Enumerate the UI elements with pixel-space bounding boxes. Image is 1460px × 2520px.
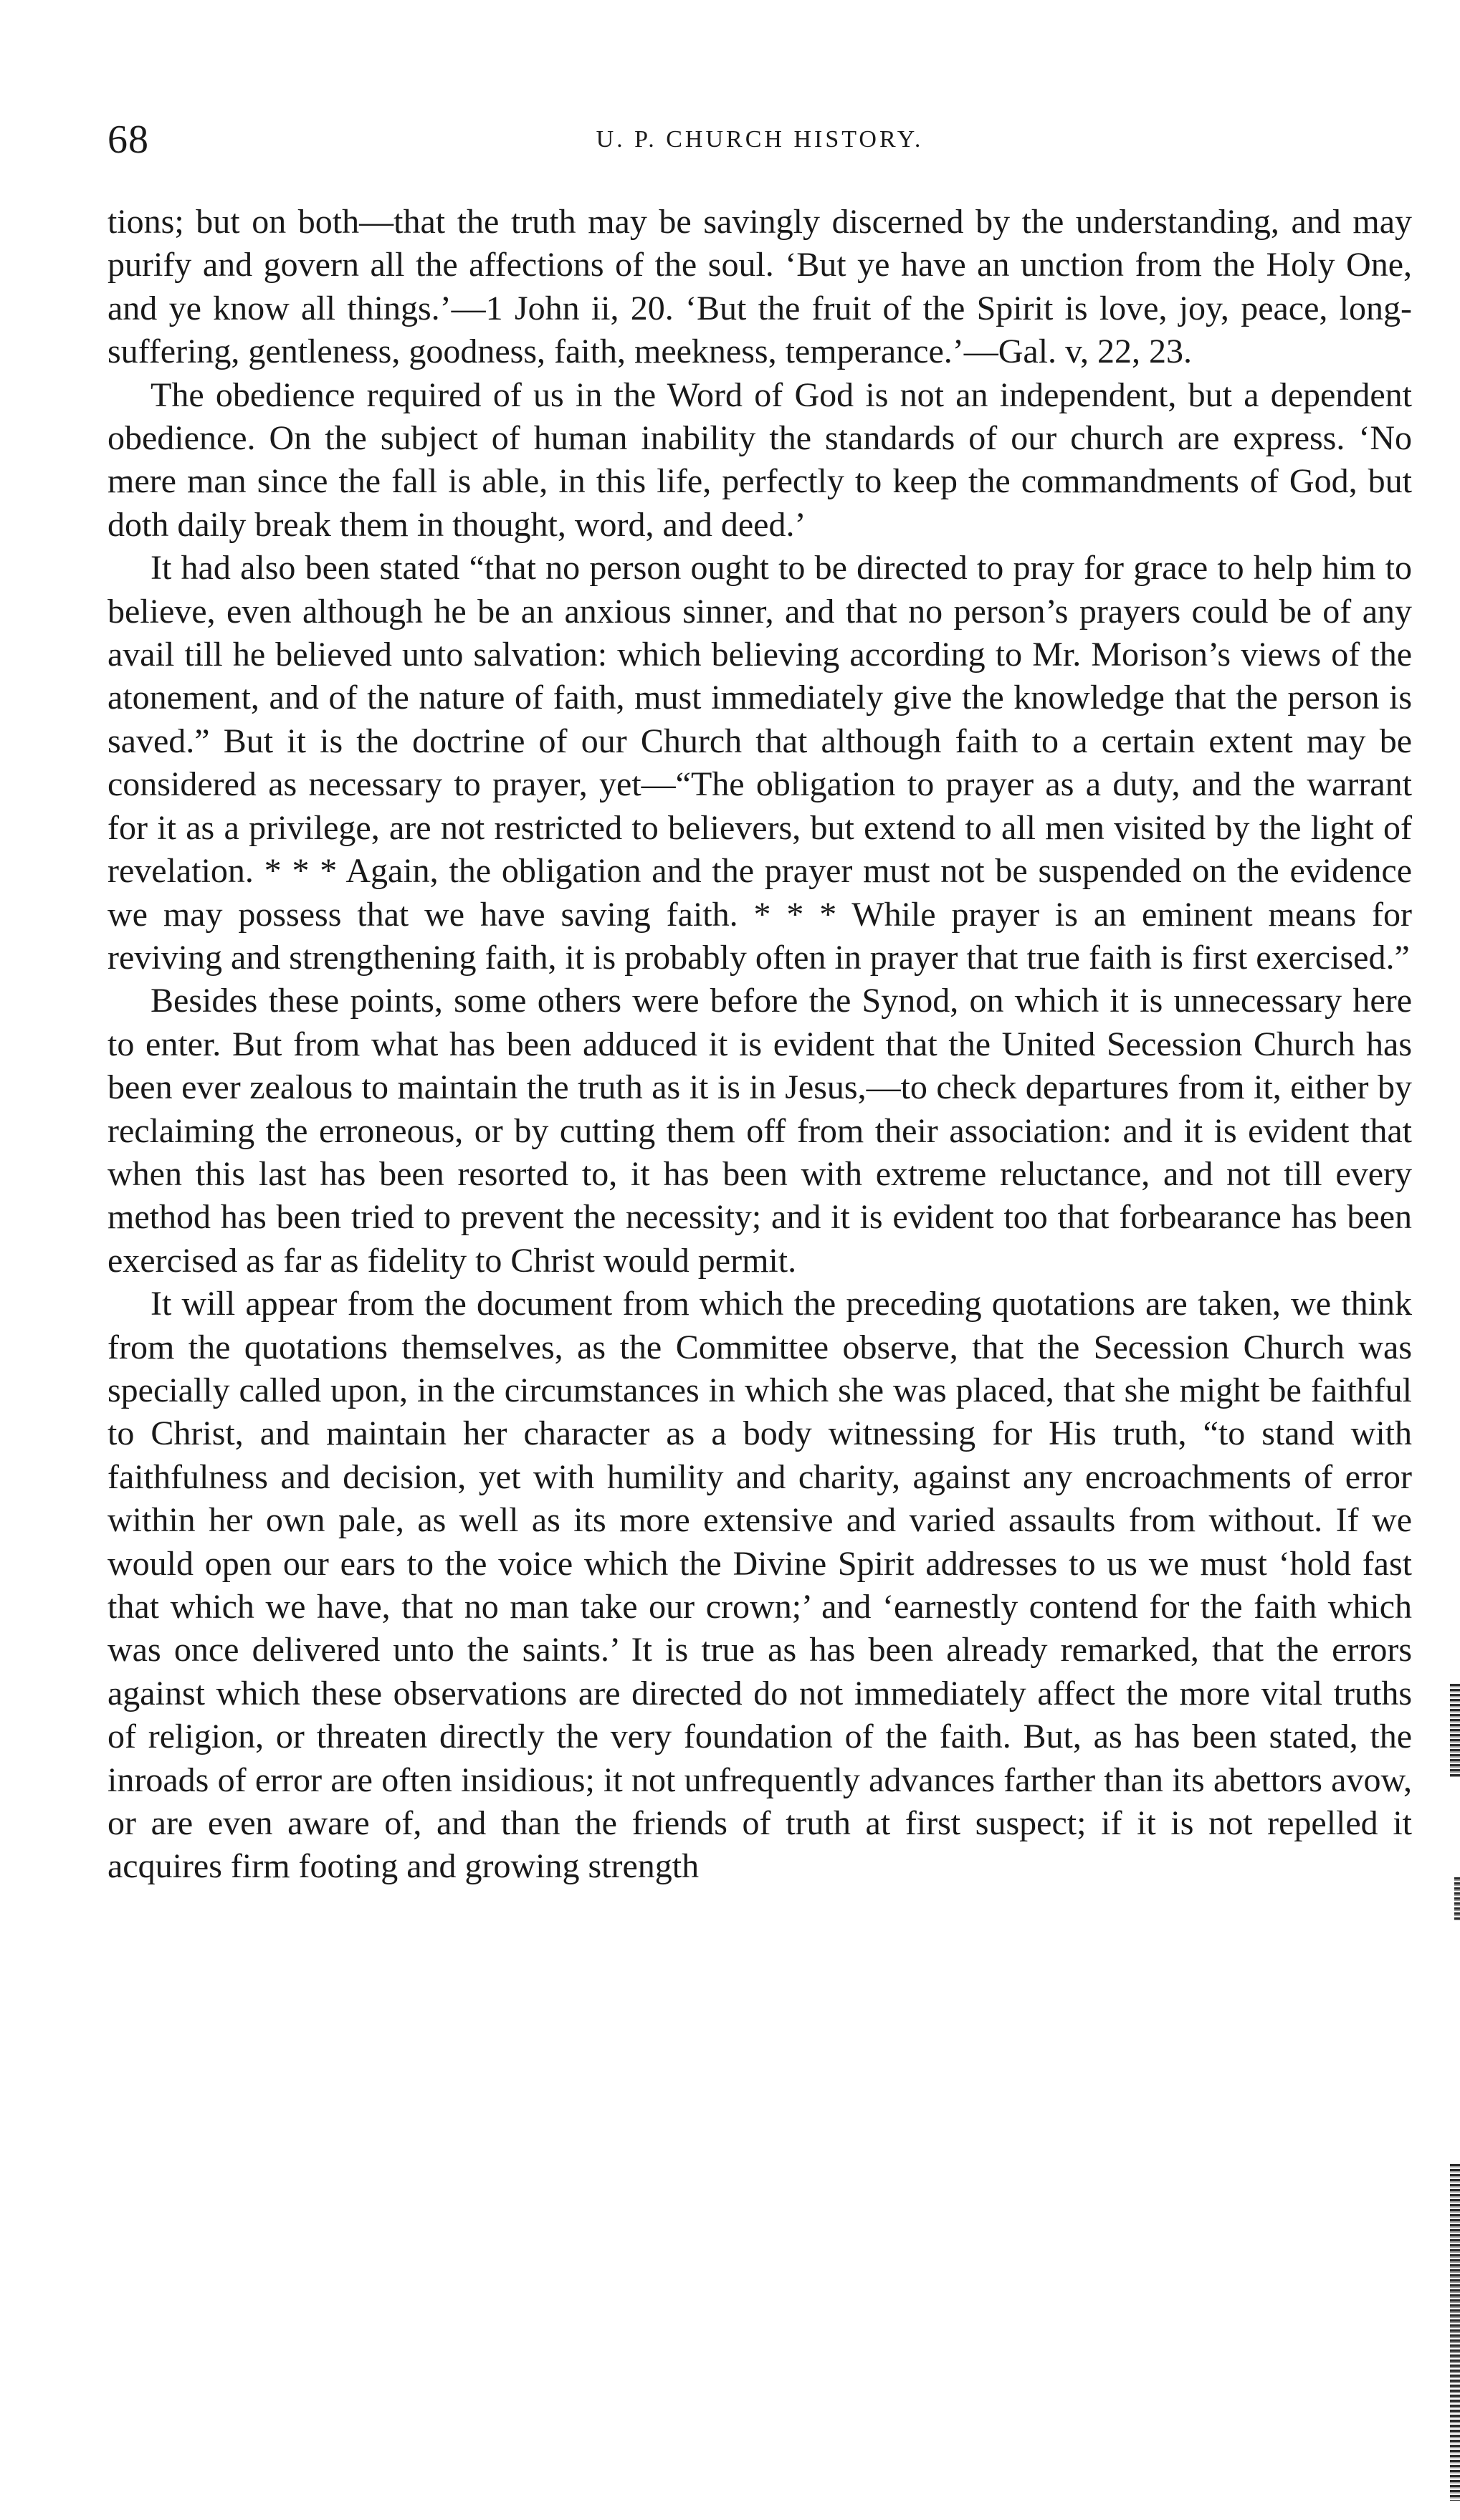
paragraph-4: Besides these points, some others were before the Synod, on which it is unnecessary here to enter. But from what has been adduced it is evident that the United Secession Church has been ever zealous to maintain the truth as it is in Jesus,—to check departures from it, either by reclaiming the erroneous, or by cutting them off from their association: and it is evident that when this last has been resorted to, it has been with extreme reluctance, and not till every method has been tried to prevent the necessity; and it is evident too that forbearance has been exercised as far as fidelity to Christ would permit.: [108, 982, 1412, 1280]
body-text: [108, 201, 1412, 1889]
page-header: [108, 107, 1412, 172]
scan-edge-mark: [1454, 1877, 1460, 1920]
scan-edge-mark: [1450, 2164, 1460, 2501]
running-head: U. P. CHURCH HISTORY.: [596, 126, 924, 153]
scan-edge-mark: [1450, 1684, 1460, 1777]
page-number: 68: [108, 118, 149, 162]
book-page: [108, 107, 1412, 1889]
paragraph-1: tions; but on both—that the truth may be savingly discerned by the understanding, and may purify and govern all the affections of the soul. ‘But ye have an unction from the Holy One, and ye know all things.’—1 John ii, 20. ‘But the fruit of the Spirit is love, joy, peace, long-suffering, gentleness, goodness, faith, meekness, temperance.’—Gal. v, 22, 23.: [108, 203, 1412, 371]
paragraph-2: The obedience required of us in the Word of God is not an independent, but a dependent obedience. On the subject of human inability the standards of our church are express. ‘No mere man since the fall is able, in this life, perfectly to keep the commandments of God, but doth daily break them in thought, word, and deed.’: [108, 375, 1412, 544]
paragraph-3: It had also been stated “that no person ought to be directed to pray for grace to help him to believe, even although he be an anxious sinner, and that no person’s prayers could be of any avail till he believed unto salvation: which believing according to Mr. Morison’s views of the atonement, and of the nature of faith, must immediately give the knowledge that the person is saved.” But it is the doctrine of our Church that although faith to a certain extent may be considered as necessary to prayer, yet—“The obligation to prayer as a duty, and the warrant for it as a privilege, are not restricted to believers, but extend to all men visited by the light of revelation. * * * Again, the obligation and the prayer must not be suspended on the evidence we may possess that we have saving faith. * * * While prayer is an eminent means for reviving and strengthening faith, it is probably often in prayer that true faith is first exercised.”: [108, 549, 1412, 977]
paragraph-5: It will appear from the document from which the preceding quotations are taken, we think from the quotations themselves, as the Committee observe, that the Secession Church was specially called upon, in the circumstances in which she was placed, that she might be faithful to Christ, and maintain her character as a body witnessing for His truth, “to stand with faithfulness and decision, yet with humility and charity, against any encroachments of error within her own pale, as well as its more extensive and varied assaults from without. If we would open our ears to the voice which the Divine Spirit addresses to us we must ‘hold fast that which we have, that no man take our crown;’ and ‘earnestly contend for the faith which was once delivered unto the saints.’ It is true as has been already remarked, that the errors against which these observations are directed do not immediately affect the more vital truths of religion, or threaten directly the very foundation of the faith. But, as has been stated, the inroads of error are often insidious; it not unfrequently advances farther than its abettors avow, or are even aware of, and than the friends of truth at first suspect; if it is not repelled it acquires firm footing and growing strength: [108, 1285, 1412, 1886]
